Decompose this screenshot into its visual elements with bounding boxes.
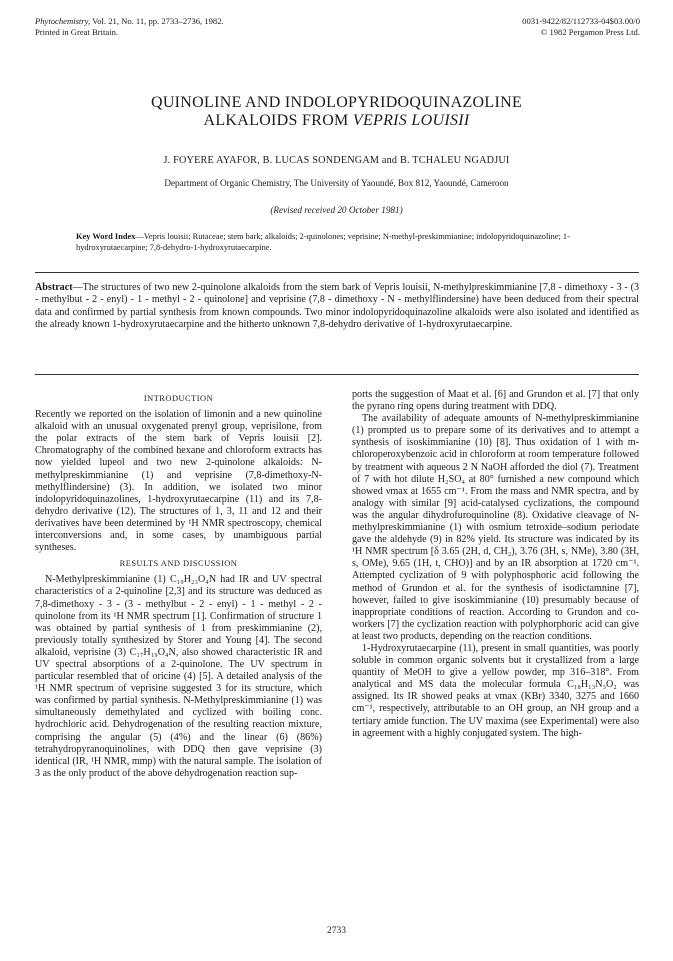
article-title xyxy=(0,94,673,129)
keywords-text: —Vepris louisii; Rutaceae; stem bark; alkaloids; 2-quinolones; veprisine; N-methyl-preskimmianine; indolopyridoquinazoline; 1-hydroxyrutaecarpine; 7,8-dehydro-1-hydroxyrutaecarpine. xyxy=(76,232,570,252)
copyright: © 1982 Pergamon Press Ltd. xyxy=(540,26,640,37)
divider-top xyxy=(35,272,639,273)
journal-citation: Vol. 21, No. 11, pp. 2733–2736, 1982. xyxy=(92,16,224,26)
page-number: 2733 xyxy=(327,926,346,936)
abstract-text: —The structures of two new 2-quinolone alkaloids from the stem bark of Vepris louisii, N-methylpreskimmianine [7,8 - dimethoxy - 3 - (3 - methylbut - 2 - enyl) - 1 - methyl - 2 - quinolone] and veprisine (7,8 - dimethoxy - N - methylflindersine) have been deduced from their spectral data and confirmed by partial synthesis from known compounds. Two minor indolopyridoquinazoline alkaloids were also isolated and identified as the already known 1-hydroxyrutaecarpine and the hitherto unknown 7,8-dehydro derivative of 1-hydroxyrutaecarpine. xyxy=(35,282,639,331)
abstract xyxy=(35,282,639,332)
key-word-index xyxy=(76,231,606,253)
divider-bottom xyxy=(35,374,639,375)
title-line-1: QUINOLINE AND INDOLOPYRIDOQUINAZOLINE xyxy=(150,94,523,111)
introduction-paragraph: Recently we reported on the isolation of limonin and a new quinoline alkaloid with an unusual oxygenated prenyl group, veprisilone, from the polar extracts of the stem bark of Vepris louisii [2]. Chromatography of the combined hexane and chloroform extracts has now yielded lupeol and two new 2-quinolone alkaloids: N-methylpreskimmianine (1) and veprisine (7,8-dimethoxy-N-methylflindersine) (3). In addition, we isolated two minor indolopyridoquinazolines, 1-hydroxyrutaecarpine (11) and its 7,8-dehydro derivative (12). The structures of 1, 3, 11 and 12 and their derivatives have been determined by ¹H NMR spectroscopy, chemical interconversions and, in some cases, by unambiguous partial syntheses. xyxy=(35,409,322,554)
introduction-heading: INTRODUCTION xyxy=(143,394,214,403)
title-species: VEPRIS LOUISII xyxy=(352,111,470,129)
abstract-label: Abstract xyxy=(35,282,73,293)
journal-name: Phytochemistry, xyxy=(35,16,91,26)
affiliation: Department of Organic Chemistry, The University of Yaoundé, Box 812, Yaoundé, Cameroon xyxy=(164,178,509,188)
article-code: 0031-9422/82/112733-04$03.00/0 xyxy=(522,16,640,26)
right-paragraph-3: 1-Hydroxyrutaecarpine (11), present in small quantities, was poorly soluble in common organic solvents but it crystallized from a large quantity of MeOH to give a yellow powder, mp 316–318°. From analytical and MS data the molecular formula C₁₈H₁₃N₃O₂ was assigned. Its IR showed peaks at νmax (KBr) 3340, 3275 and 1660 cm⁻¹, respectively, attributable to an OH group, an NH group and a tertiary amide function. The UV maxima (see Experimental) were also in agreement with a highly conjugated system. The high- xyxy=(352,642,639,739)
right-paragraph-1: ports the suggestion of Maat et al. [6] and Grundon et al. [7] that only the pyrano ring opens during treatment with DDQ. xyxy=(352,389,639,413)
right-column xyxy=(352,389,639,740)
right-paragraph-2: The availability of adequate amounts of N-methylpreskimmianine (1) prompted us to prepare some of its derivatives and to attempt a synthesis of isoskimmianine (10) [8]. Thus oxidation of 1 with m-chloroperoxybenzoic acid in chloroform at room temperature followed by treatment with aqueous 2 N NaOH afforded the diol (7). Treatment of 7 with hot dilute H₂SO₄ at 80° furnished a new compound which showed νmax at 1655 cm⁻¹. From the mass and NMR spectra, and by analogy with similar [9] acid-catalysed cyclizations, the compound was the angular dihydrofuroquinoline (8). Oxidative cleavage of N-methylpreskimmianine (1) with osmium tetroxide–sodium periodate gave the aldehyde (9) in 82% yield. Its structure was indicated by its ¹H NMR spectrum [δ 3.65 (2H, d, CH₂), 3.76 (3H, s, NMe), 3.80 (3H, s, OMe), 9.65 (1H, t, CHO)] and by an IR absorption at 1720 cm⁻¹. Attempted cyclization of 9 with polyphosphoric acid following the method of Grundon et al. for the synthesis of isodictamnine [7], however, failed to give isoskimmianine (10) presumably because of inappropriate conditions of reaction. According to Grundon and co-workers [7] the cyclization reaction with polyphorphoric acid can give at least two products, depending on the reaction conditions. xyxy=(352,413,639,642)
results-heading: RESULTS AND DISCUSSION xyxy=(119,559,238,569)
printed-in: Printed in Great Britain. xyxy=(35,26,119,37)
left-column xyxy=(35,389,322,780)
keywords-label: Key Word Index xyxy=(76,232,136,241)
authors: J. FOYERE AYAFOR, B. LUCAS SONDENGAM and B. TCHALEU NGADJUI xyxy=(163,155,510,166)
publisher-header xyxy=(522,16,640,37)
title-line-2-text: ALKALOIDS FROM xyxy=(203,111,353,129)
revised-date: (Revised received 20 October 1981) xyxy=(270,205,403,215)
title-line-2 xyxy=(0,112,673,130)
results-paragraph: N-Methylpreskimmianine (1) C₁₉H₂₃O₄N had IR and UV spectral characteristics of a 2-quinoline [2,3] and its structure was deduced as 7,8-dimethoxy - 3 - (3 - methylbut - 2 - enyl) - 1 - methyl - 2 - quinolone from its ¹H NMR spectrum [1]. Confirmation of structure 1 was obtained by partial synthesis of 1 from preskimmianine (2), previously totally synthesized by Storer and Young [4]. The second alkaloid, veprisine (3) C₁₇H₁₉O₄N, also showed characteristic IR and UV spectral absorptions of a 2-quinolone. The UV spectrum in particular resembled that of oricine (4) [5]. A detailed analysis of the ¹H NMR spectrum of veprisine suggested 3 for its structure, which was confirmed by partial synthesis. N-Methylpreskimmianine (1) was simultaneously demethylated and cyclized with boiling conc. hydrochloric acid. Dehydrogenation of the resulting reaction mixture, comprising the angular (5) (4%) and the linear (6) (86%) tetrahydropyranoquinolines, with DDQ then gave veprisine (3) identical (IR, ¹H NMR, mmp) with the natural sample. The isolation of 3 as the only product of the above dehydrogenation reaction sup- xyxy=(35,574,322,779)
journal-header xyxy=(35,16,224,37)
